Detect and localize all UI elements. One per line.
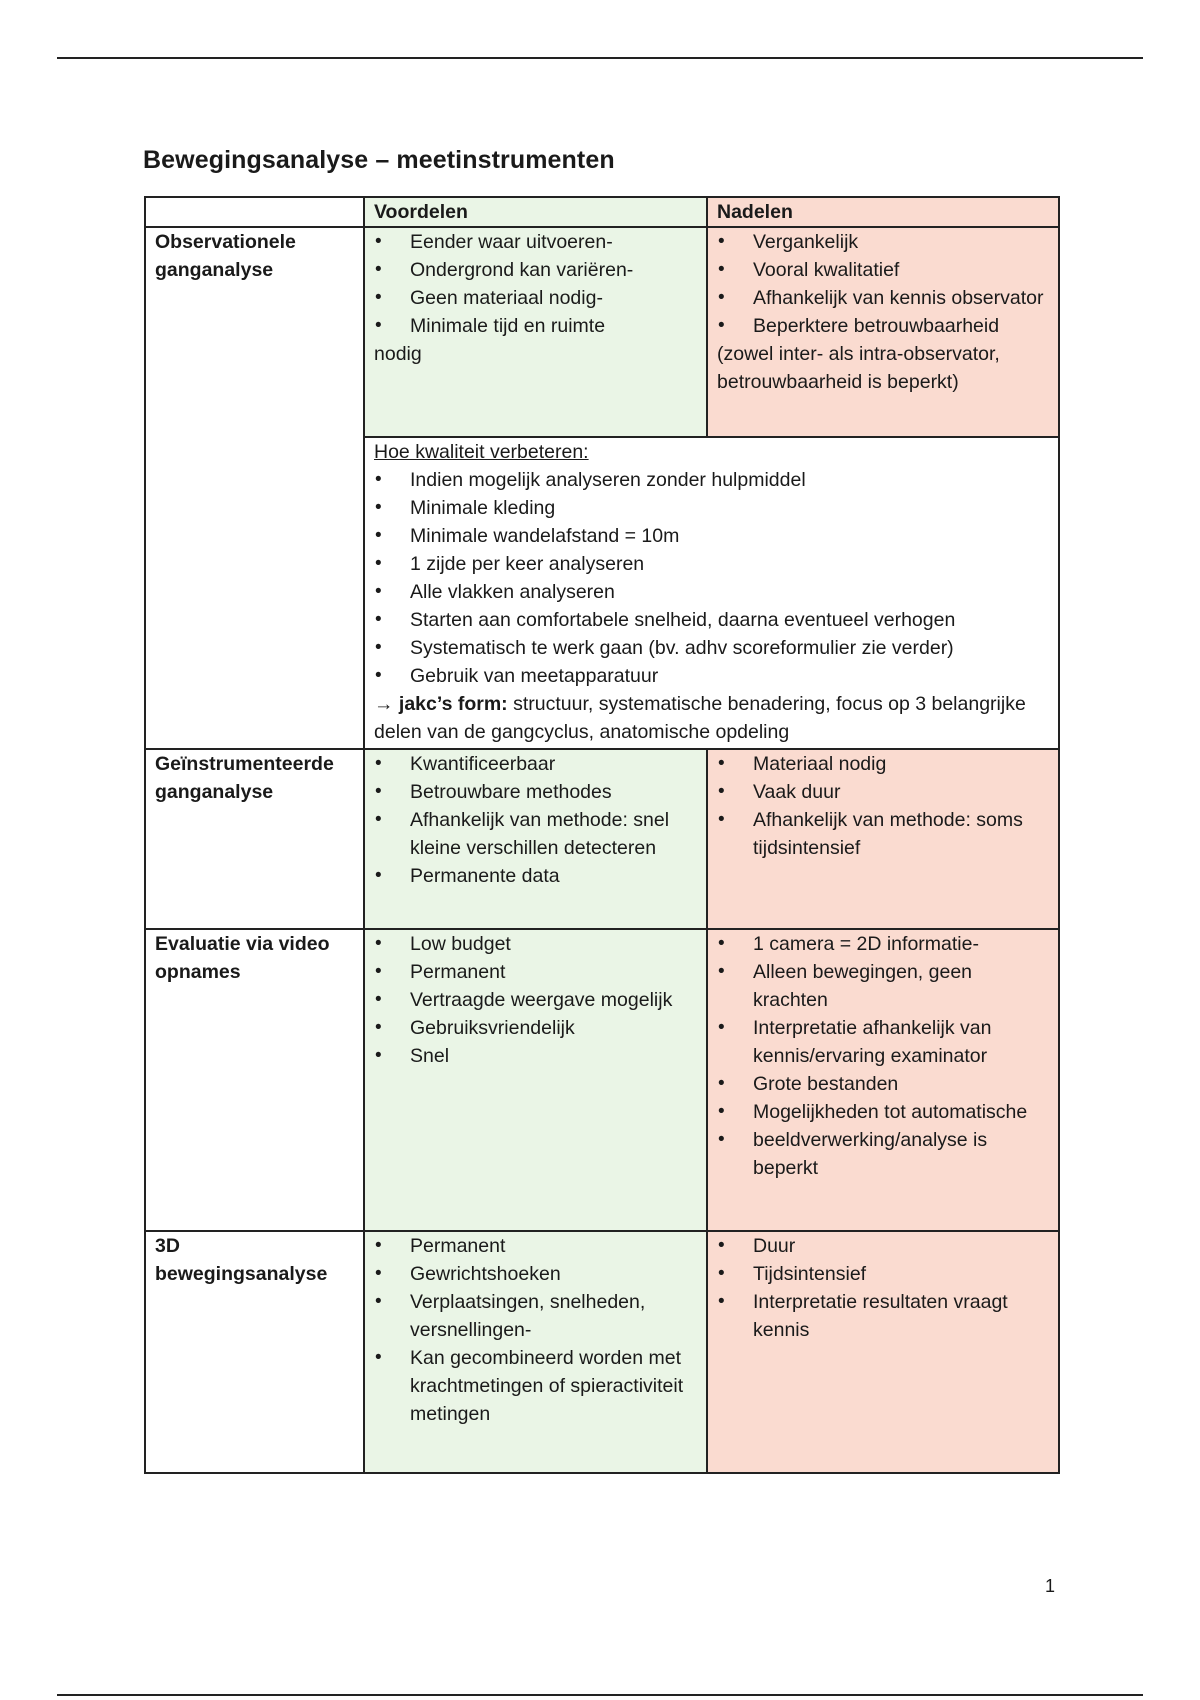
list-item: • Gewrichtshoeken [374,1260,698,1288]
row-label-observational: Observationele ganganalyse [145,227,364,749]
list-item: • 1 zijde per keer analyseren [374,550,1050,578]
list-item: • Permanent [374,1232,698,1260]
list-item: • beeldverwerking/analyse is beperkt [717,1126,1050,1182]
list-item: • Eender waar uitvoeren- [374,228,698,256]
row-label-3d: 3D bewegingsanalyse [145,1231,364,1473]
list-item: • Afhankelijk van methode: soms tijdsintensief [717,806,1050,862]
list-item: • Vaak duur [717,778,1050,806]
jakc-form-note [374,690,1050,746]
table-header-row [145,197,1059,227]
list-item: • Grote bestanden [717,1070,1050,1098]
observational-cons [707,227,1059,437]
quality-heading: Hoe kwaliteit verbeteren: [374,441,589,463]
list-item: • Vooral kwalitatief [717,256,1050,284]
list-item: • Beperktere betrouwbaarheid [717,312,1050,340]
list-item: • Afhankelijk van methode: snel kleine verschillen detecteren [374,806,698,862]
list-item: • Kan gecombineerd worden met krachtmetingen of spieractiviteit metingen [374,1344,698,1428]
observational-pros [364,227,707,437]
3d-cons [707,1231,1059,1473]
list-item: • Alleen bewegingen, geen krachten [717,958,1050,1014]
quality-cell [364,437,1059,749]
pros-continuation: nodig [374,343,422,365]
list-item: • Betrouwbare methodes [374,778,698,806]
list-item: • Geen materiaal nodig- [374,284,698,312]
3d-pros [364,1231,707,1473]
header-rule [57,57,1143,59]
list-item: • Snel [374,1042,698,1070]
list-item: • Tijdsintensief [717,1260,1050,1288]
instrumented-pros [364,749,707,929]
list-item: • Alle vlakken analyseren [374,578,1050,606]
page-title: Bewegingsanalyse – meetinstrumenten [143,146,615,174]
header-nadelen: Nadelen [707,197,1059,227]
list-item: • Materiaal nodig [717,750,1050,778]
header-empty-cell [145,197,364,227]
list-item: • Vergankelijk [717,228,1050,256]
list-item: • Duur [717,1232,1050,1260]
list-item: • Minimale kleding [374,494,1050,522]
list-item: • Starten aan comfortabele snelheid, daarna eventueel verhogen [374,606,1050,634]
footer-rule [57,1694,1143,1696]
list-item: • Gebruiksvriendelijk [374,1014,698,1042]
list-item: • Permanente data [374,862,698,890]
list-item: • Vertraagde weergave mogelijk [374,986,698,1014]
list-item: • Permanent [374,958,698,986]
list-item: • Low budget [374,930,698,958]
cons-continuation: (zowel inter- als intra-observator, betrouwbaarheid is beperkt) [717,343,1000,393]
header-voordelen: Voordelen [364,197,707,227]
list-item: • Verplaatsingen, snelheden, versnellingen- [374,1288,698,1344]
instrumented-cons [707,749,1059,929]
list-item: • 1 camera = 2D informatie- [717,930,1050,958]
row-video [145,929,1059,1231]
list-item: • Interpretatie afhankelijk van kennis/ervaring examinator [717,1014,1050,1070]
jakc-form-text: structuur, systematische benadering, focus op 3 belangrijke delen van de gangcyclus, anatomische opdeling [374,693,1026,743]
video-cons [707,929,1059,1231]
video-pros [364,929,707,1231]
list-item: • Mogelijkheden tot automatische [717,1098,1050,1126]
jakc-form-label: jakc’s form: [398,693,508,715]
list-item: • Gebruik van meetapparatuur [374,662,1050,690]
row-instrumented [145,749,1059,929]
list-item: • Ondergrond kan variëren- [374,256,698,284]
list-item: • Interpretatie resultaten vraagt kennis [717,1288,1050,1344]
list-item: • Indien mogelijk analyseren zonder hulpmiddel [374,466,1050,494]
row-observational [145,227,1059,437]
row-label-video: Evaluatie via video opnames [145,929,364,1231]
row-label-instrumented: Geïnstrumenteerde ganganalyse [145,749,364,929]
list-item: • Afhankelijk van kennis observator [717,284,1050,312]
comparison-table [144,196,1060,1474]
list-item: • Kwantificeerbaar [374,750,698,778]
list-item: • Minimale tijd en ruimte [374,312,698,340]
list-item: • Systematisch te werk gaan (bv. adhv scoreformulier zie verder) [374,634,1050,662]
row-3d [145,1231,1059,1473]
list-item: • Minimale wandelafstand = 10m [374,522,1050,550]
arrow-icon: → [374,693,394,715]
page-number: 1 [1045,1576,1056,1596]
